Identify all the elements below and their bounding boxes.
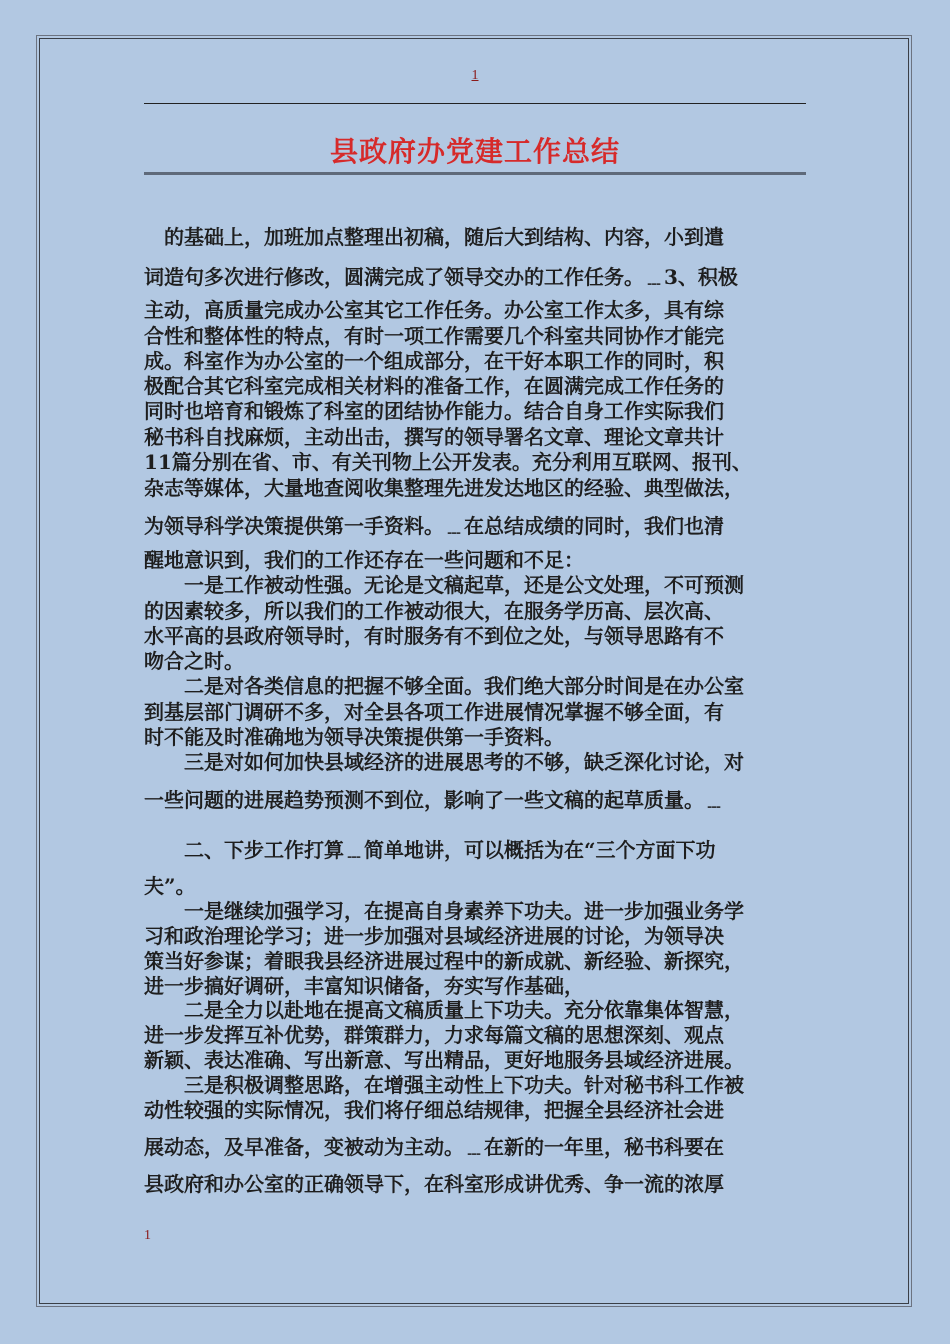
body-line: 二是全力以赴地在提高文稿质量上下功夫。充分依靠集体智慧，	[144, 998, 744, 1022]
body-line: 一是继续加强学习，在提高自身素养下功夫。进一步加强业务学	[144, 899, 744, 923]
body-line: 到基层部门调研不多，对全县各项工作进展情况掌握不够全面，有	[144, 700, 724, 724]
body-line: 进一步发挥互补优势，群策群力，力求每篇文稿的思想深刻、观点	[144, 1023, 724, 1047]
body-line: 一些问题的进展趋势预测不到位，影响了一些文稿的起草质量。﹍	[144, 788, 724, 812]
body-line: 的因素较多，所以我们的工作被动很大，在服务学历高、层次高、	[144, 599, 724, 623]
document-title: 县政府办党建工作总结	[329, 135, 620, 168]
body-line: 展动态，及早准备，变被动为主动。﹍在新的一年里，秘书科要在	[144, 1135, 724, 1159]
body-line: 同时也培育和锻炼了科室的团结协作能力。结合自身工作实际我们	[144, 399, 724, 423]
body-line: 县政府和办公室的正确领导下，在科室形成讲优秀、争一流的浓厚	[144, 1172, 724, 1196]
body-line: 三是对如何加快县域经济的进展思考的不够，缺乏深化讨论，对	[144, 750, 744, 774]
body-line: 为领导科学决策提供第一手资料。﹍在总结成绩的同时，我们也清	[144, 514, 724, 538]
header-page-number: 1	[471, 68, 479, 83]
body-line: 进一步搞好调研，丰富知识储备，夯实写作基础，	[144, 974, 584, 998]
body-line: 策当好参谋；着眼我县经济进展过程中的新成就、新经验、新探究，	[144, 949, 744, 973]
body-line: 秘书科自找麻烦，主动出击，撰写的领导署名文章、理论文章共计	[144, 425, 724, 449]
body-line: 新颖、表达准确、写出新意、写出精品，更好地服务县域经济进展。	[144, 1048, 744, 1072]
body-line: 时不能及时准确地为领导决策提供第一手资料。	[144, 725, 564, 749]
title-divider	[144, 172, 806, 175]
body-line: 习和政治理论学习；进一步加强对县域经济进展的讨论，为领导决	[144, 924, 724, 948]
body-line: 杂志等媒体，大量地查阅收集整理先进发达地区的经验、典型做法，	[144, 476, 744, 500]
body-line: 吻合之时。	[144, 649, 244, 673]
body-line: 11篇分别在省、市、有关刊物上公开发表。充分利用互联网、报刊、	[144, 450, 752, 474]
body-line: 主动，高质量完成办公室其它工作任务。办公室工作太多，具有综	[144, 298, 724, 322]
body-line: 二是对各类信息的把握不够全面。我们绝大部分时间是在办公室	[144, 674, 744, 698]
body-line: 极配合其它科室完成相关材料的准备工作，在圆满完成工作任务的	[144, 374, 724, 398]
body-line: 水平高的县政府领导时，有时服务有不到位之处，与领导思路有不	[144, 624, 724, 648]
body-line: 合性和整体性的特点，有时一项工作需要几个科室共同协作才能完	[144, 324, 724, 348]
body-line: 夫”。	[144, 874, 196, 898]
body-line: 成。科室作为办公室的一个组成部分，在干好本职工作的同时，积	[144, 349, 724, 373]
body-line: 一是工作被动性强。无论是文稿起草，还是公文处理，不可预测	[144, 573, 744, 597]
body-line: 二、下步工作打算﹍简单地讲，可以概括为在“三个方面下功	[144, 838, 716, 862]
body-line: 三是积极调整思路，在增强主动性上下功夫。针对秘书科工作被	[144, 1073, 744, 1097]
body-line: 动性较强的实际情况，我们将仔细总结规律，把握全县经济社会进	[144, 1098, 724, 1122]
body-line: 词造句多次进行修改，圆满完成了领导交办的工作任务。﹍3、积极	[144, 265, 738, 289]
body-line: 醒地意识到，我们的工作还存在一些问题和不足：	[144, 548, 584, 572]
footer-page-number: 1	[144, 1228, 151, 1243]
body-line: 的基础上，加班加点整理出初稿，随后大到结构、内容，小到遣	[144, 225, 724, 249]
header-divider	[144, 103, 806, 104]
